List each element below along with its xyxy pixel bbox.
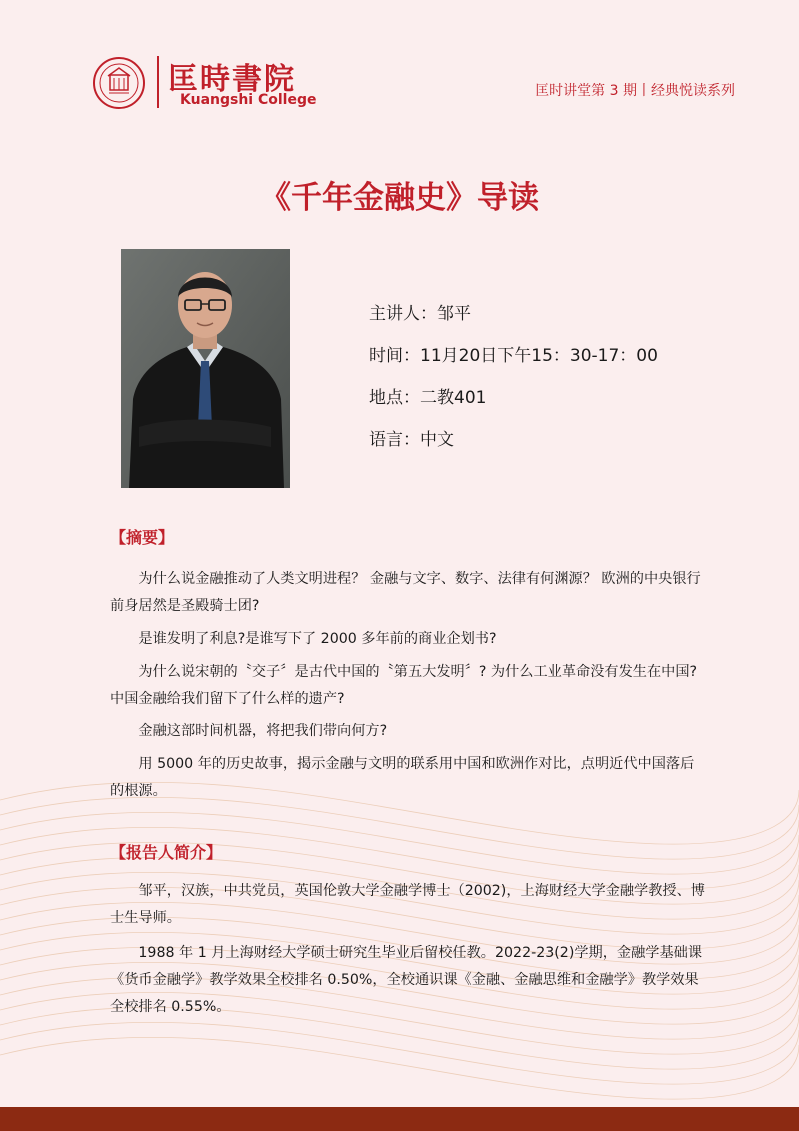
event-time: 时间：11月20日下午15：30-17：00	[369, 346, 658, 366]
college-seal-icon	[92, 56, 146, 110]
abstract-paragraph: 为什么说金融推动了人类文明进程？ 金融与文字、数字、法律有何渊源？ 欧洲的中央银行前身居然是圣殿骑士团?	[110, 571, 701, 614]
speaker-info	[369, 293, 658, 461]
bio-heading: 【报告人简介】	[110, 843, 223, 862]
series-label: 匡时讲堂第 3 期丨经典悦读系列	[535, 83, 735, 99]
page-title: 《千年金融史》导读	[260, 180, 539, 216]
speaker-photo	[121, 249, 290, 488]
college-name-en: Kuangshi College	[180, 92, 317, 108]
abstract-heading: 【摘要】	[110, 528, 175, 547]
abstract-paragraph: 为什么说宋朝的〝交子〞是古代中国的〝第五大发明〞? 为什么工业革命没有发生在中国? 中国金融给我们留下了什么样的遗产?	[110, 664, 698, 707]
abstract-paragraph: 金融这部时间机器，将把我们带向何方?	[138, 723, 388, 739]
abstract-paragraph: 用 5000 年的历史故事，揭示金融与文明的联系用中国和欧洲作对比，点明近代中国落后的根源。	[110, 756, 695, 799]
footer-bar	[0, 1107, 799, 1131]
event-language: 语言：中文	[369, 430, 454, 450]
bio-paragraph: 1988 年 1 月上海财经大学硕士研究生毕业后留校任教。2022-23(2)学期，金融学基础课《货币金融学》教学效果全校排名 0.50%，全校通识课《金融、金融思维和金融学》教学效果全校排名 0.55%。	[110, 945, 703, 1015]
abstract-paragraph: 是谁发明了利息?是谁写下了 2000 多年前的商业企划书?	[138, 631, 497, 647]
logo-divider	[157, 56, 159, 108]
speaker-name: 主讲人：邹平	[369, 304, 471, 324]
event-place: 地点：二教401	[369, 388, 487, 408]
bio-paragraph: 邹平，汉族，中共党员，英国伦敦大学金融学博士（2002)，上海财经大学金融学教授、博士生导师。	[110, 883, 705, 926]
college-name-cn: 匡時書院	[168, 62, 296, 97]
